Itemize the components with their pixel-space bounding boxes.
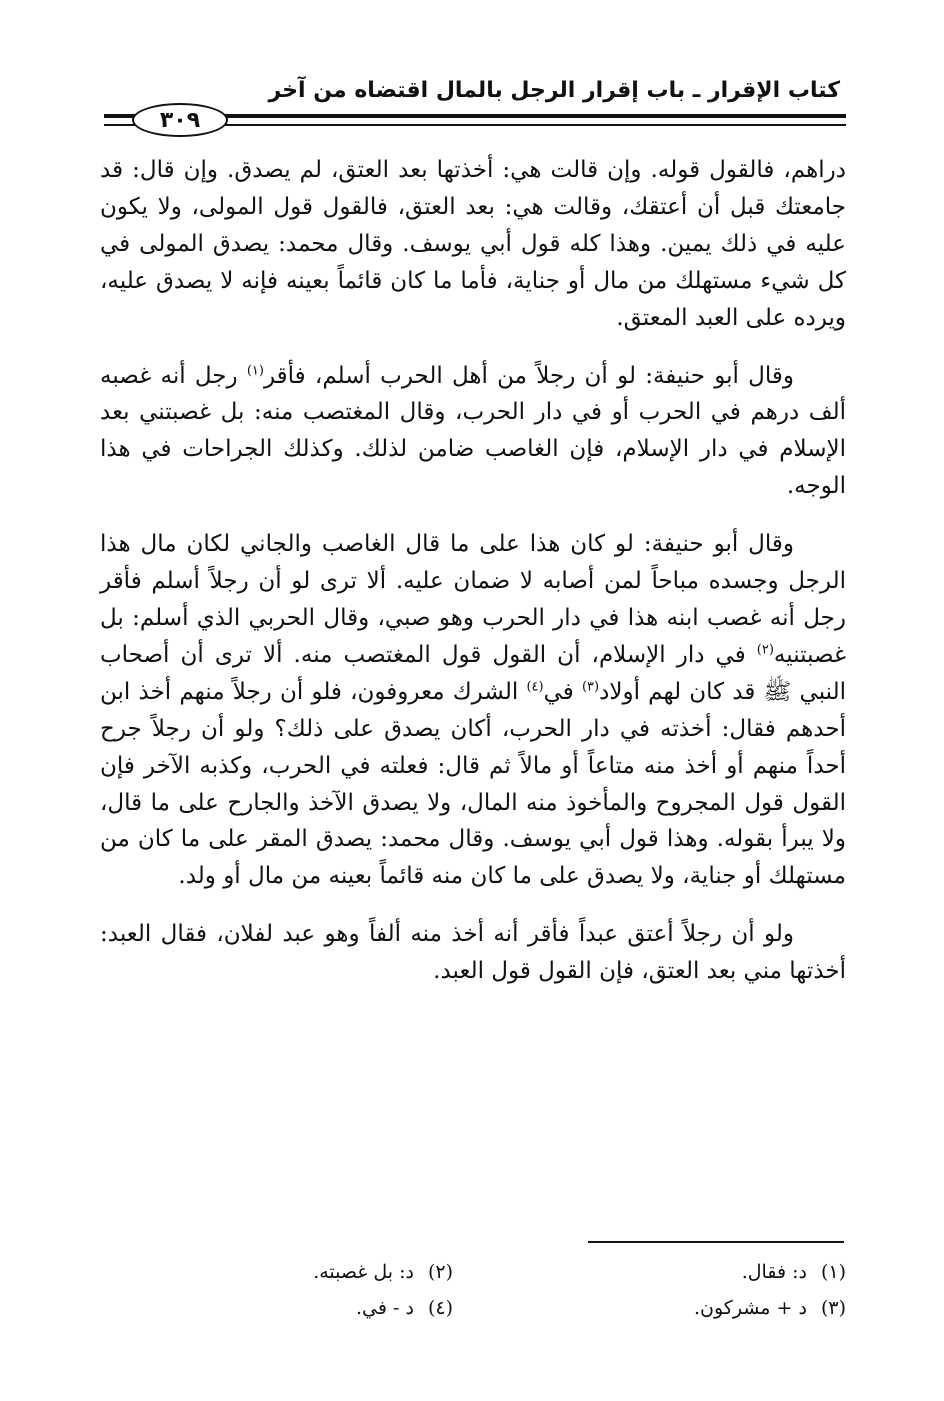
footnote-text: د: فقال. — [741, 1261, 807, 1283]
footnote-text: د + مشركون. — [694, 1297, 807, 1319]
paragraph-2-part-2: رجل أنه غصبه ألف درهم في الحرب أو في دار الحرب، وقال المغتصب منه: بل غصبتني بعد الإسلام في دار الإسلام، فإن الغاصب ضامن لذلك. وكذلك الجراحات في هذا الوجه. — [100, 362, 846, 500]
footnote-1 — [493, 1254, 846, 1290]
footnote-separator — [588, 1241, 844, 1243]
paragraph-3-part-4: الشرك معروفون، فلو أن رجلاً منهم أخذ ابن أحدهم فقال: أخذته في دار الحرب، أكان يصدق على ذلك؟ ولو أن رجلاً جرح أحداً منهم أو أخذ منه متاعاً أو مالاً ثم قال: فعلته في الحرب، وكذبه الآخر فإن القول قول المجروح والمأخوذ منه المال، ولا يصدق الآخذ والجارح على ما قال، ولا يبرأ بقوله. وهذا قول أبي يوسف. وقال محمد: يصدق المقر على ما كان من مستهلك أو جناية، ولا يصدق على ما كان منه قائماً بعينه من مال أو ولد. — [100, 678, 846, 890]
footnote-ref-3[interactable]: (٣) — [581, 679, 600, 695]
page-number: ٣٠٩ — [159, 107, 201, 133]
footnotes — [100, 1254, 846, 1326]
footnote-ref-2[interactable]: (٢) — [756, 642, 774, 658]
paragraph-2 — [100, 358, 846, 506]
page-number-badge — [132, 103, 228, 137]
paragraph-2-part-1: وقال أبو حنيفة: لو أن رجلاً من أهل الحرب أسلم، فأقر — [263, 362, 794, 389]
main-text — [100, 152, 846, 1011]
footnote-4 — [100, 1290, 453, 1326]
footnote-number: (٢) — [427, 1261, 453, 1283]
footnote-number: (٣) — [820, 1297, 846, 1319]
paragraph-1: دراهم، فالقول قوله. وإن قالت هي: أخذتها بعد العتق، لم يصدق. وإن قال: قد جامعتك قبل أن أعتقك، وقالت هي: بعد العتق، فالقول قول المولى، ولا يكون عليه في ذلك يمين. وهذا كله قول أبي يوسف. وقال محمد: يصدق المولى في كل شيء مستهلك من مال أو جناية، فأما ما كان قائماً بعينه فإنه لا يصدق عليه، ويرده على العبد المعتق. — [100, 157, 846, 331]
footnote-number: (٤) — [427, 1297, 453, 1319]
paragraph-3 — [100, 526, 846, 895]
footnote-ref-1[interactable]: (١) — [246, 362, 264, 378]
footnote-ref-4[interactable]: (٤) — [526, 679, 544, 695]
paragraph-3-part-3: في — [543, 678, 582, 705]
footnote-text: د - في. — [356, 1297, 414, 1319]
footnote-number: (١) — [820, 1261, 846, 1283]
paragraph-3-part-2: في دار الإسلام، أن القول قول المغتصب منه. ألا ترى أن أصحاب النبي ﷺ قد كان لهم أولاد — [100, 641, 846, 705]
paragraph-3-part-1: وقال أبو حنيفة: لو كان هذا على ما قال الغاصب والجاني لكان مال هذا الرجل وجسده مباحاً لمن أصابه لا ضمان عليه. ألا ترى لو أن رجلاً أسلم فأقر رجل أنه غصب ابنه هذا في دار الحرب وهو صبي، وقال الحربي الذي أسلم: بل غصبتنيه — [100, 531, 846, 668]
footnote-3 — [493, 1290, 846, 1326]
footnote-text: د: بل غصبته. — [313, 1261, 414, 1283]
paragraph-4: ولو أن رجلاً أعتق عبداً فأقر أنه أخذ منه ألفاً وهو عبد لفلان، فقال العبد: أخذتها مني بعد العتق، فإن القول قول العبد. — [100, 921, 846, 985]
running-head: كتاب الإقرار ـ باب إقرار الرجل بالمال اقتضاه من آخر — [268, 78, 840, 103]
footnote-2 — [100, 1254, 453, 1290]
